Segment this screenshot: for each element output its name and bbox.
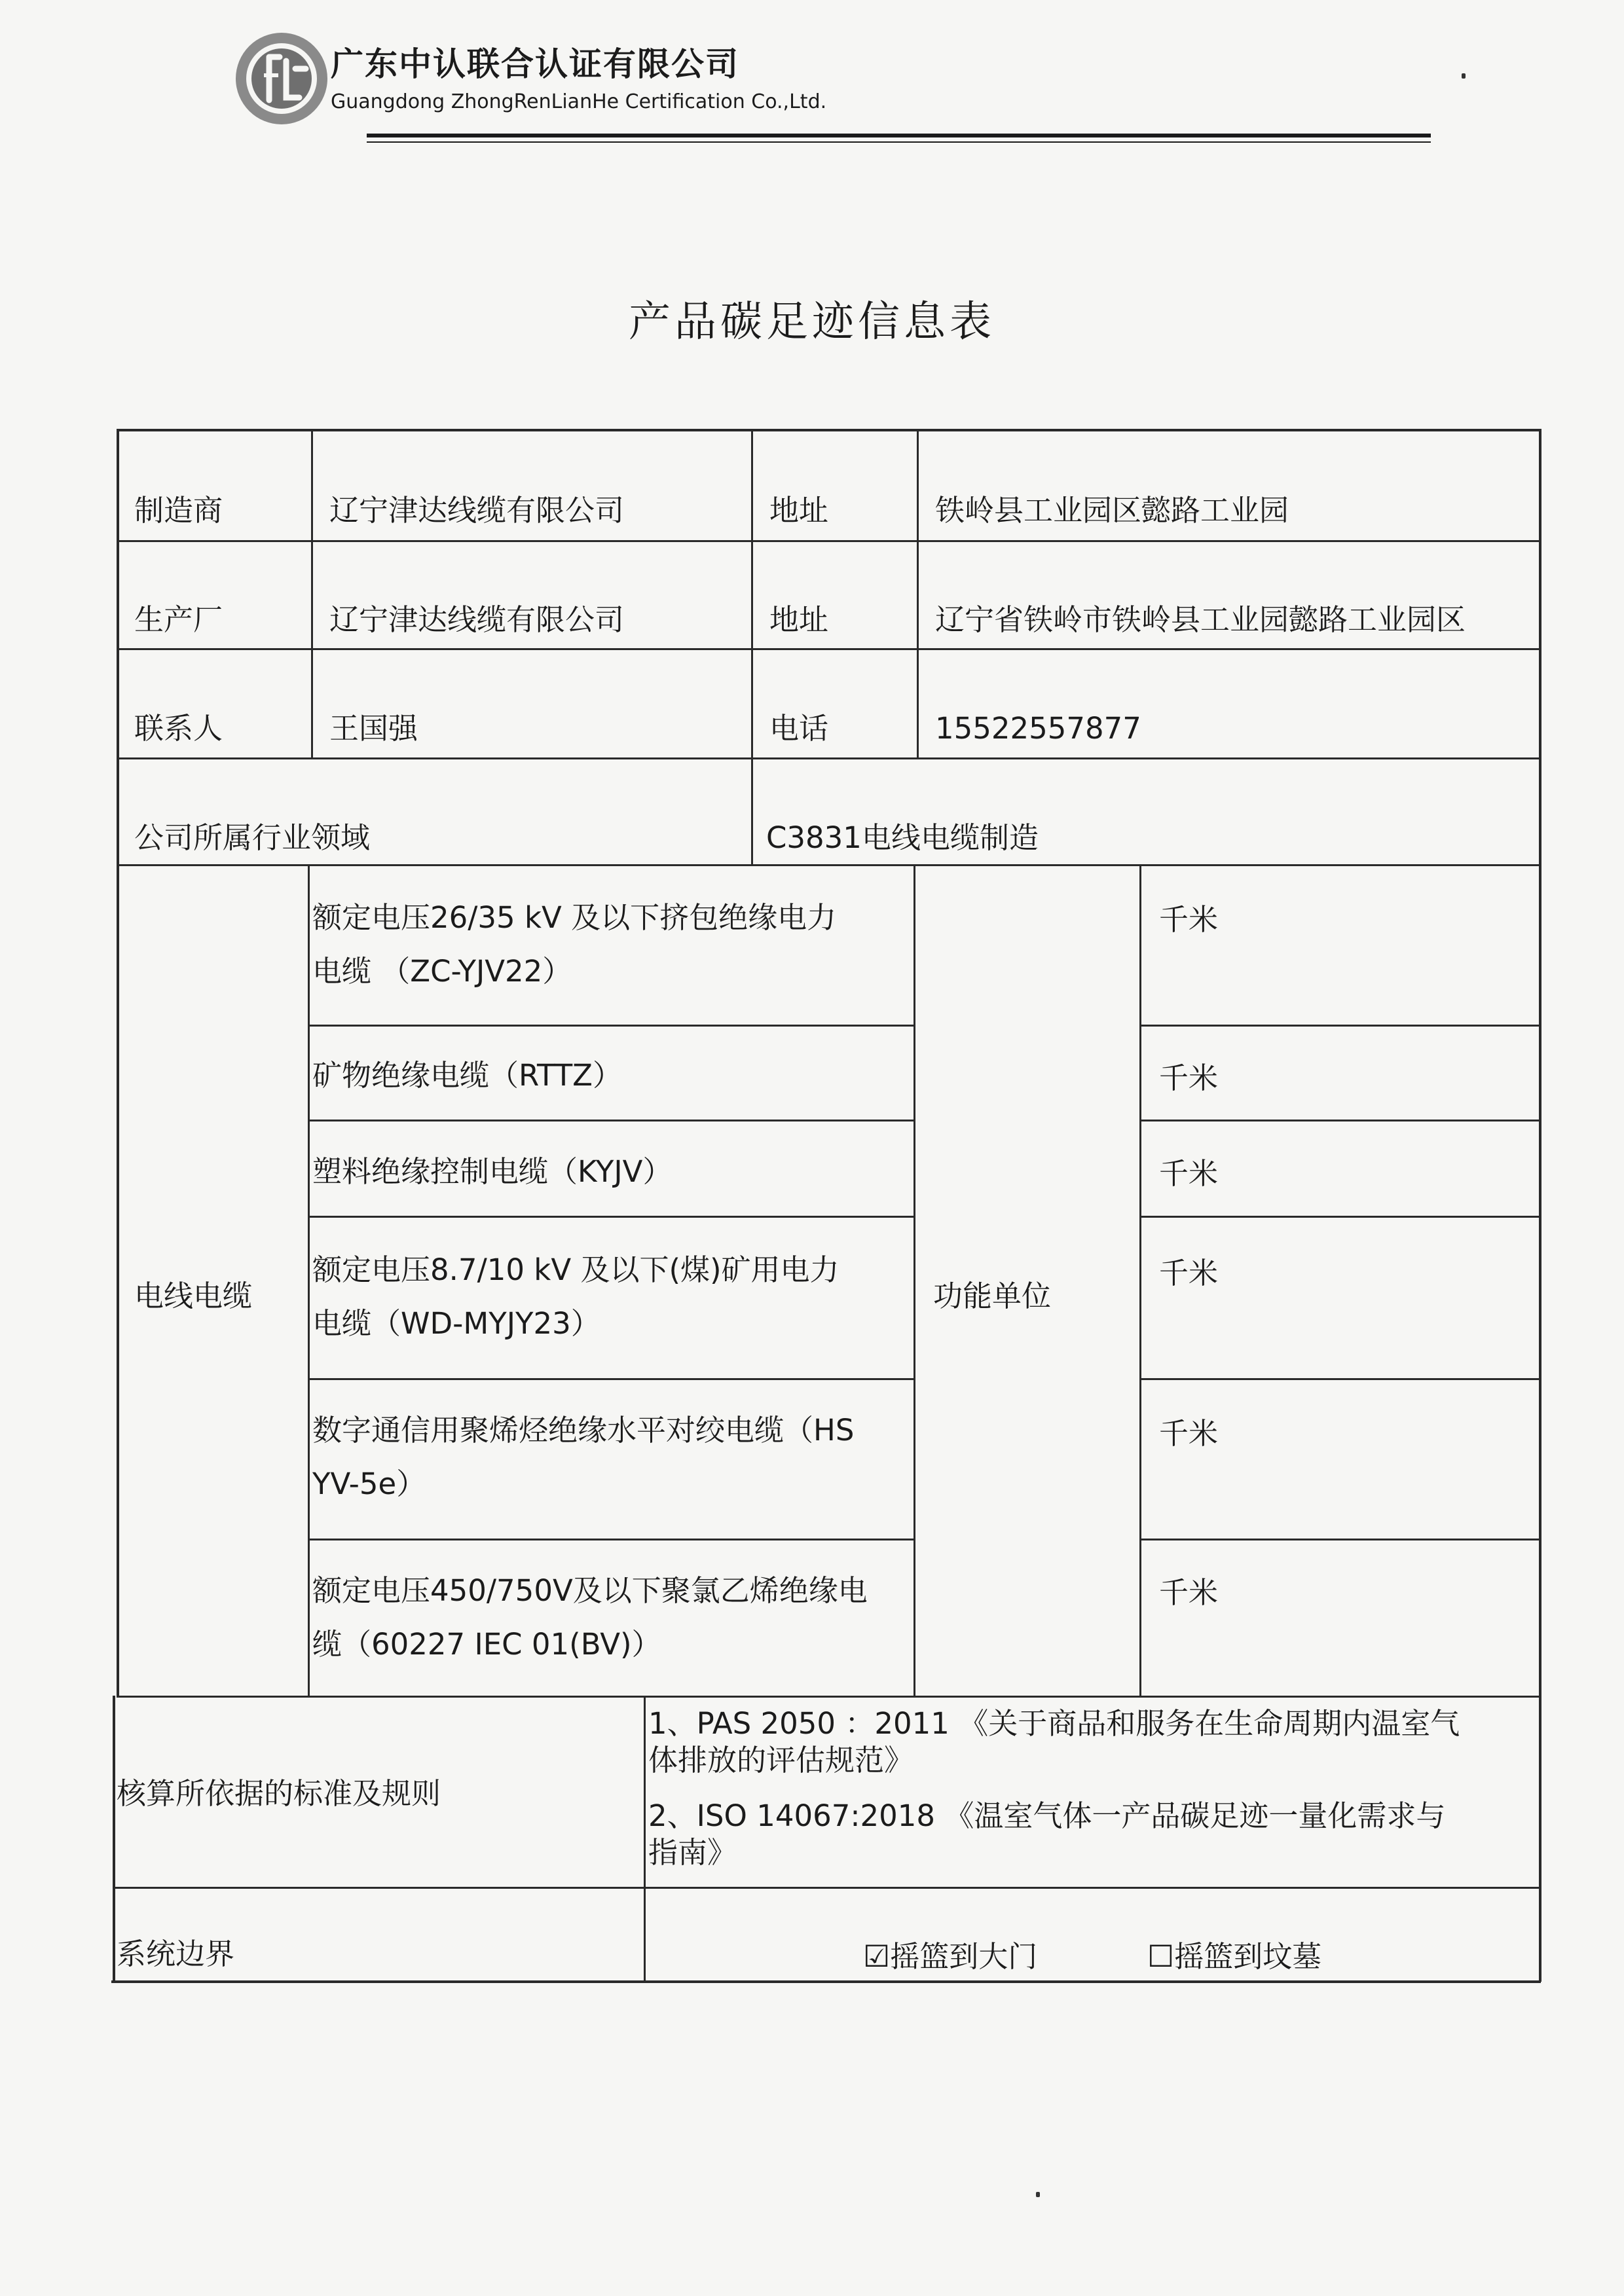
phone-value: 15522557877 — [935, 711, 1141, 746]
product-divider — [308, 1539, 913, 1540]
product-divider — [1139, 1025, 1541, 1027]
product-unit-3: 千米 — [1159, 1156, 1219, 1191]
standard-item-2-line: 指南》 — [648, 1834, 737, 1870]
col-divider — [1139, 864, 1141, 1697]
product-name-line: 额定电压26/35 kV 及以下挤包绝缘电力 — [312, 900, 837, 935]
factory-label: 生产厂 — [134, 602, 223, 637]
row-divider — [117, 540, 1541, 542]
product-item-2: 矿物绝缘电缆（RTTZ） — [312, 1058, 623, 1093]
product-divider — [1139, 1216, 1541, 1218]
product-unit-1: 千米 — [1159, 902, 1219, 937]
manufacturer-label: 制造商 — [134, 493, 223, 528]
product-name-line: 电缆（WD-MYJY23） — [312, 1305, 600, 1341]
row-divider — [117, 757, 1541, 759]
functional-unit-label: 功能单位 — [933, 1279, 1052, 1313]
product-divider — [308, 1216, 913, 1218]
product-item-4 — [312, 1247, 840, 1347]
manufacturer-address-value: 铁岭县工业园区懿路工业园 — [935, 493, 1289, 528]
boundary-option-label: 摇篮到坟墓 — [1174, 1939, 1322, 1974]
row-divider — [117, 864, 1541, 866]
system-boundary-label: 系统边界 — [117, 1937, 235, 1971]
table-border-left — [117, 429, 119, 1697]
col-divider — [308, 864, 310, 1697]
product-divider — [308, 1120, 913, 1121]
product-divider — [1139, 1120, 1541, 1121]
product-name-line: 数字通信用聚烯烃绝缘水平对绞电缆（HS — [312, 1413, 855, 1448]
col-divider — [751, 429, 753, 866]
contact-value: 王国强 — [329, 711, 418, 746]
product-divider — [308, 1378, 913, 1380]
product-name-line: 额定电压450/750V及以下聚氯乙烯绝缘电 — [312, 1573, 868, 1608]
factory-address-label: 地址 — [769, 602, 829, 637]
company-name-cn: 广东中认联合认证有限公司 — [331, 45, 739, 83]
product-name-line: YV-5e） — [312, 1466, 426, 1501]
product-unit-2: 千米 — [1159, 1061, 1219, 1095]
boundary-option-cradle-to-grave[interactable] — [1147, 1933, 1321, 1980]
table-border-left — [113, 1696, 115, 1982]
product-item-1 — [312, 895, 836, 994]
contact-label: 联系人 — [134, 711, 223, 746]
boundary-option-label: 摇篮到大门 — [890, 1939, 1038, 1974]
unchecked-box-icon[interactable]: ☐ — [1147, 1939, 1175, 1974]
product-item-6 — [312, 1568, 868, 1667]
table-border-right — [1539, 429, 1541, 1982]
page-title: 产品碳足迹信息表 — [629, 298, 995, 346]
col-divider — [644, 1696, 646, 1982]
manufacturer-value: 辽宁津达线缆有限公司 — [329, 493, 625, 528]
row-divider — [113, 1887, 1541, 1889]
standards-label: 核算所依据的标准及规则 — [117, 1776, 441, 1811]
factory-value: 辽宁津达线缆有限公司 — [329, 602, 625, 637]
scan-speck — [1036, 2192, 1040, 2197]
header-rule-thin — [367, 141, 1431, 143]
product-divider — [1139, 1539, 1541, 1540]
row-divider — [117, 1696, 1541, 1698]
product-name-line: 电缆 （ZC-YJV22） — [312, 953, 572, 989]
industry-label: 公司所属行业领域 — [134, 820, 371, 855]
checked-box-icon[interactable]: ☑ — [863, 1939, 891, 1974]
table-border-bottom — [111, 1980, 1541, 1983]
phone-label: 电话 — [769, 711, 829, 746]
standard-item-1-line: 体排放的评估规范》 — [648, 1743, 914, 1778]
scan-speck — [1462, 73, 1466, 79]
product-unit-5: 千米 — [1159, 1416, 1219, 1451]
standard-item-1-line: 1、PAS 2050 ：2011 《关于商品和服务在生命周期内温室气 — [648, 1706, 1460, 1741]
manufacturer-address-label: 地址 — [769, 493, 829, 528]
company-name-en: Guangdong ZhongRenLianHe Certification Co.,Ltd. — [331, 90, 827, 113]
product-unit-6: 千米 — [1159, 1575, 1219, 1610]
col-divider — [913, 864, 915, 1697]
factory-address-value: 辽宁省铁岭市铁岭县工业园懿路工业园区 — [935, 602, 1466, 637]
col-divider — [311, 429, 313, 759]
table-border-top — [117, 429, 1541, 431]
row-divider — [117, 648, 1541, 650]
industry-value: C3831电线电缆制造 — [766, 820, 1039, 855]
col-divider — [917, 429, 919, 759]
standard-item-2-line: 2、ISO 14067:2018 《温室气体一产品碳足迹一量化需求与 — [648, 1798, 1446, 1833]
product-divider — [308, 1025, 913, 1027]
product-divider — [1139, 1378, 1541, 1380]
company-logo-icon — [232, 29, 331, 128]
product-unit-4: 千米 — [1159, 1256, 1219, 1290]
header-rule — [367, 134, 1431, 137]
product-name-line: 额定电压8.7/10 kV 及以下(煤)矿用电力 — [312, 1252, 840, 1287]
letterhead — [232, 26, 1431, 144]
standards-list — [648, 1705, 1460, 1871]
product-group-label: 电线电缆 — [134, 1279, 253, 1313]
product-name-line: 缆（60227 IEC 01(BV)） — [312, 1626, 661, 1662]
product-item-5 — [312, 1408, 854, 1507]
boundary-option-cradle-to-gate[interactable] — [863, 1933, 1037, 1980]
product-item-3: 塑料绝缘控制电缆（KYJV） — [312, 1154, 673, 1189]
